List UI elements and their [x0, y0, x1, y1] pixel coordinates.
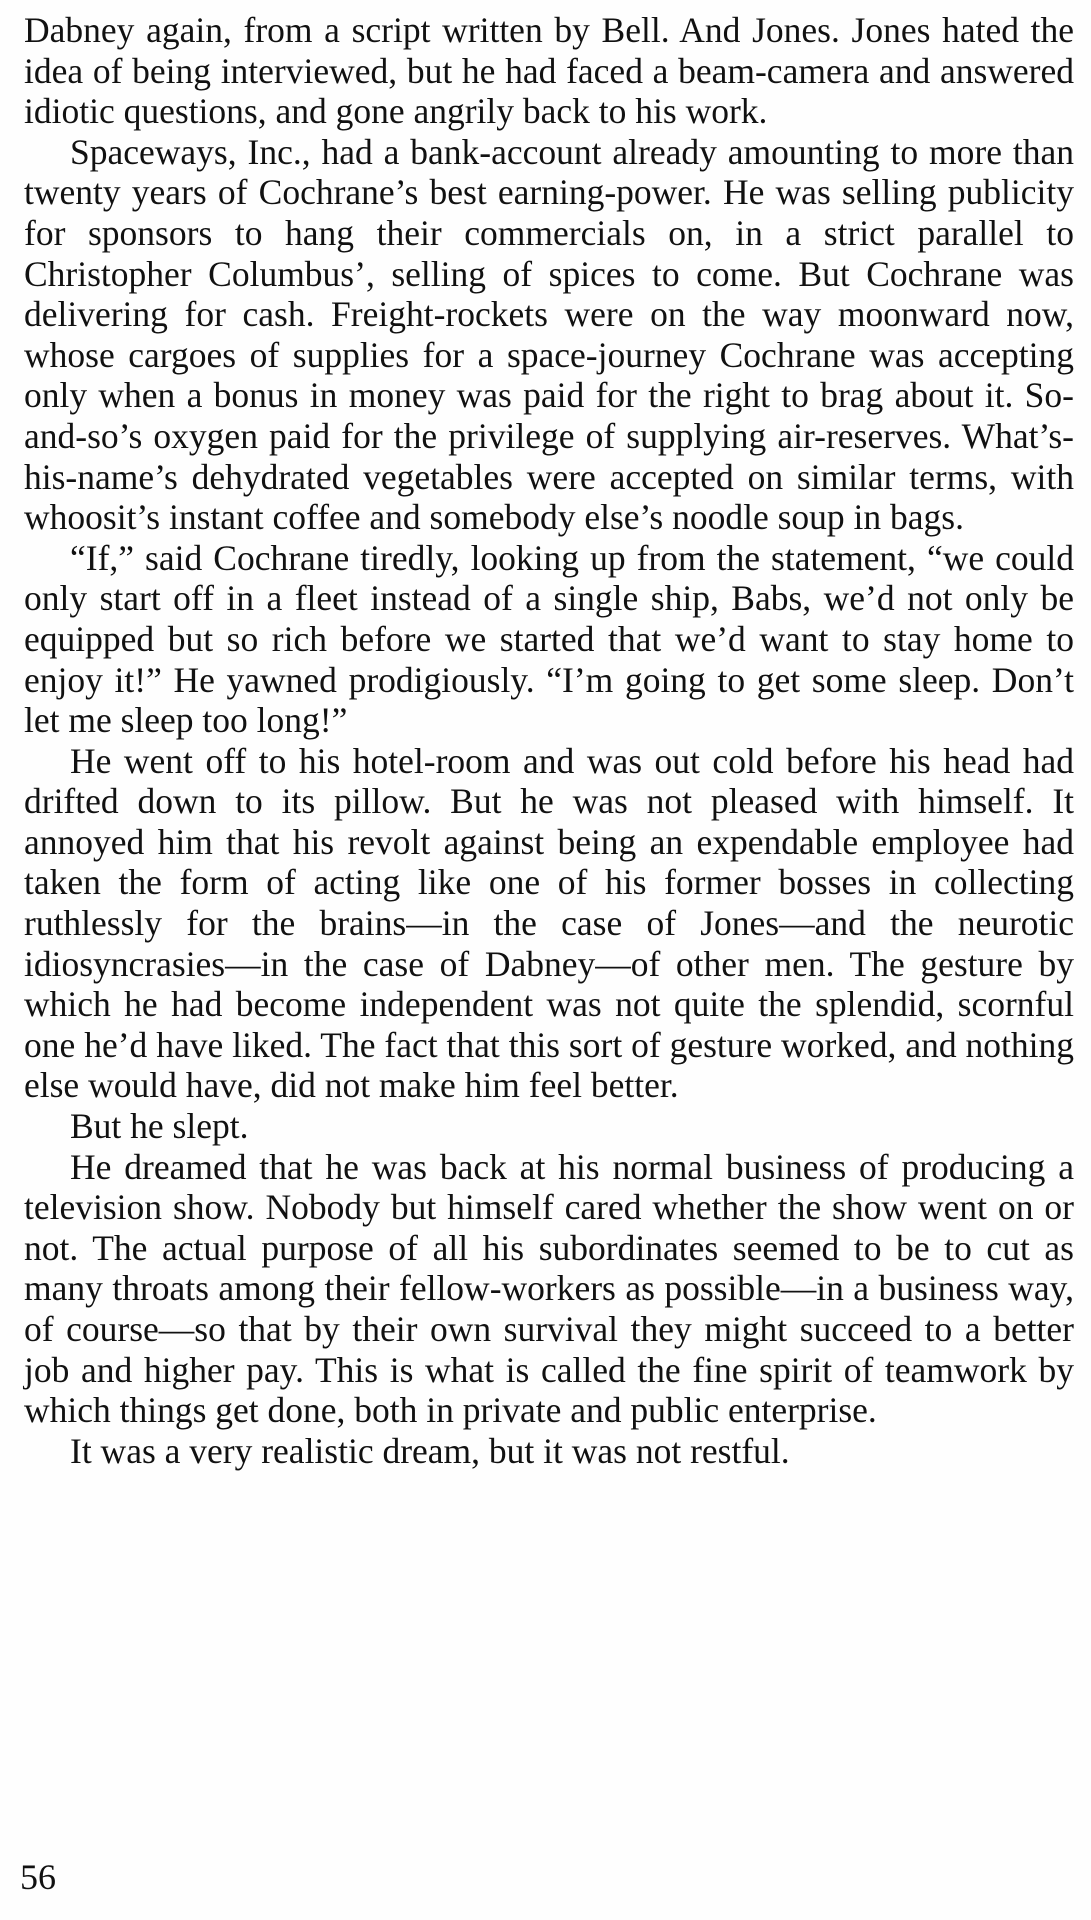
page-number: 56 [20, 1857, 56, 1897]
paragraph-6: He dreamed that he was back at his normal business of producing a television show. Nobody but himself cared whether the show went on or not. The actual purpose of all his subordinates seemed to be to cut as many throats among their fellow-workers as possible—in a business way, of course—so that by their own survival they might succeed to a better job and higher pay. This is what is called the fine spirit of teamwork by which things get done, both in private and public enterprise. [24, 1146, 1074, 1431]
paragraph-5: But he slept. [70, 1106, 249, 1147]
paragraph-2: Spaceways, Inc., had a bank-account already amounting to more than twenty years of Cochrane’s best earning-power. He was selling publicity for sponsors to hang their commercials on, in a strict parallel to Christopher Columbus’, selling of spices to come. But Cochrane was delivering for cash. Freight-rockets were on the way moonward now, whose cargoes of supplies for a space-journey Cochrane was accepting only when a bonus in money was paid for the right to brag about it. So-and-so’s oxygen paid for the privilege of supplying air-reserves. What’s-his-name’s dehydrated vegetables were accepted on similar terms, with whoosit’s instant coffee and somebody else’s noodle soup in bags. [24, 131, 1074, 538]
paragraph-3: “If,” said Cochrane tiredly, looking up from the statement, “we could only start off in a fleet instead of a single ship, Babs, we’d not only be equipped but so rich before we started that we’d want to stay home to enjoy it!” He yawned prodigiously. “I’m going to get some sleep. Don’t let me sleep too long!” [24, 537, 1074, 741]
paragraph-7: It was a very realistic dream, but it was not restful. [70, 1430, 790, 1471]
body-text [24, 10, 1074, 1471]
paragraph-1: Dabney again, from a script written by Bell. And Jones. Jones hated the idea of being interviewed, but he had faced a beam-camera and answered idiotic questions, and gone angrily back to his work. [24, 10, 1074, 132]
paragraph-4: He went off to his hotel-room and was out cold before his head had drifted down to its pillow. But he was not pleased with himself. It annoyed him that his revolt against being an expendable employee had taken the form of acting like one of his former bosses in collecting ruthlessly for the brains—in the case of Jones—and the neurotic idiosyncrasies—in the case of Dabney—of other men. The gesture by which he had become independent was not quite the splendid, scornful one he’d have liked. The fact that this sort of gesture worked, and nothing else would have, did not make him feel better. [24, 740, 1074, 1106]
